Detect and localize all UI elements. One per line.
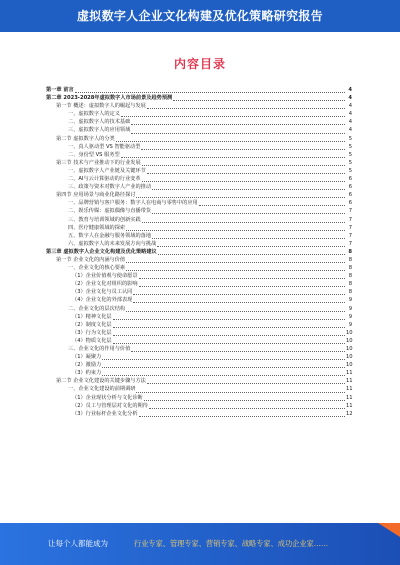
toc-entry-label: 三、企业文化的作用与价值: [68, 346, 131, 352]
toc-entry[interactable]: [46, 305, 352, 313]
toc-entry-label: 二、娱乐传媒：虚拟偶像与直播带货: [68, 208, 152, 215]
toc-leader-dots: [113, 322, 345, 328]
toc-entry-page: 5: [348, 167, 352, 174]
toc-entry-label: （3）行业标杆企业文化分析: [72, 410, 138, 417]
toc-entry-page: 11: [346, 386, 353, 393]
toc-entry-label: （2）激励力: [72, 362, 102, 369]
toc-entry[interactable]: [46, 394, 352, 402]
toc-entry-page: 6: [348, 176, 352, 183]
toc-entry-label: 第三章 虚拟数字人企业文化构建及优化策略建议: [46, 248, 157, 255]
table-of-contents: [46, 86, 352, 418]
toc-entry[interactable]: [46, 361, 352, 369]
toc-entry-label: 第一节 企业文化的内涵与价值: [56, 256, 126, 263]
toc-entry-label: 二、企业文化的层次结构: [68, 305, 126, 312]
toc-entry-label: 一、企业文化建设的前期调研: [68, 386, 136, 393]
toc-leader-dots: [157, 241, 345, 247]
report-title: 虚拟数字人企业文化构建及优化策略研究报告: [76, 9, 323, 23]
toc-leader-dots: [126, 265, 345, 271]
toc-entry-label: 一、品牌营销与客户服务：数字人在电商与零售中的应用: [68, 200, 198, 207]
toc-entry-page: 7: [348, 216, 352, 223]
toc-entry-page: 11: [346, 394, 353, 401]
toc-entry[interactable]: [46, 256, 352, 264]
toc-leader-dots: [113, 338, 345, 344]
toc-entry[interactable]: [46, 224, 352, 232]
toc-entry-page: 4: [348, 103, 352, 110]
toc-leader-dots: [116, 136, 345, 142]
toc-entry-page: 4: [348, 95, 352, 102]
toc-entry-label: 三、政策与资本对数字人产业的推动: [68, 184, 152, 191]
toc-entry-label: 二、虚拟数字人的技术基础: [68, 119, 131, 126]
toc-leader-dots: [133, 289, 345, 295]
toc-entry[interactable]: [46, 232, 352, 240]
toc-entry[interactable]: [46, 296, 352, 304]
toc-leader-dots: [147, 168, 345, 174]
toc-entry[interactable]: [46, 402, 352, 410]
toc-leader-dots: [144, 395, 345, 401]
toc-entry[interactable]: [46, 353, 352, 361]
toc-entry-label: 一、虚拟数字人的定义: [68, 111, 120, 118]
toc-entry-page: 8: [348, 265, 352, 272]
toc-entry[interactable]: [46, 167, 352, 175]
toc-leader-dots: [152, 184, 345, 190]
toc-entry[interactable]: [46, 135, 352, 143]
toc-entry-label: 三、教育与培训领域的创新实践: [68, 216, 141, 223]
toc-leader-dots: [139, 411, 345, 417]
toc-entry-page: 12: [346, 410, 353, 417]
toc-entry[interactable]: [46, 199, 352, 207]
toc-entry-page: 7: [348, 232, 352, 239]
toc-entry-label: （1）凝聚力: [72, 354, 102, 361]
toc-entry[interactable]: [46, 410, 352, 418]
toc-leader-dots: [126, 257, 345, 263]
toc-entry-label: （2）员工与管理层对文化的期待: [72, 402, 148, 409]
toc-entry[interactable]: [46, 377, 352, 385]
toc-entry-label: 三、虚拟数字人的应用领域: [68, 127, 131, 134]
header-bar: [0, 0, 400, 32]
toc-leader-dots: [102, 362, 345, 368]
toc-entry-page: 7: [348, 240, 352, 247]
toc-entry-label: 第二章 2023-2028年虚拟数字人市场前景及趋势预测: [46, 95, 173, 102]
toc-entry-page: 9: [348, 313, 352, 320]
toc-leader-dots: [139, 273, 345, 279]
toc-leader-dots: [152, 233, 345, 239]
toc-entry-label: （3）行为文化层: [72, 329, 112, 336]
toc-entry[interactable]: [46, 272, 352, 280]
toc-leader-dots: [113, 314, 345, 320]
toc-leader-dots: [173, 95, 345, 101]
toc-entry[interactable]: [46, 385, 352, 393]
footer-roles: 行业专家、管理专家、营销专家、战略专家、成功企业家……: [134, 539, 329, 548]
toc-entry-page: 4: [348, 127, 352, 134]
toc-leader-dots: [131, 346, 345, 352]
toc-entry[interactable]: [46, 369, 352, 377]
corner-decoration: [378, 523, 400, 537]
toc-entry-label: （3）企业文化与员工认同: [72, 289, 133, 296]
toc-entry-page: 11: [346, 378, 353, 385]
toc-entry-page: 10: [346, 329, 353, 336]
toc-entry[interactable]: [46, 175, 352, 183]
toc-leader-dots: [149, 403, 345, 409]
toc-leader-dots: [139, 281, 345, 287]
toc-leader-dots: [141, 144, 345, 150]
toc-entry[interactable]: [46, 288, 352, 296]
toc-entry-page: 10: [346, 346, 353, 352]
toc-entry[interactable]: [46, 151, 352, 159]
toc-entry-label: 六、虚拟数字人的未来发展方向与挑战: [68, 240, 157, 247]
toc-entry-label: （1）企业价值观与使命愿景: [72, 273, 138, 280]
toc-leader-dots: [136, 387, 345, 393]
toc-title: 内容目录: [173, 57, 226, 71]
toc-leader-dots: [142, 160, 345, 166]
toc-entry-page: 11: [346, 402, 353, 409]
toc-entry[interactable]: [46, 329, 352, 337]
toc-entry[interactable]: [46, 240, 352, 248]
toc-leader-dots: [121, 152, 345, 158]
toc-leader-dots: [136, 192, 345, 198]
toc-entry[interactable]: [46, 337, 352, 345]
toc-entry[interactable]: [46, 191, 352, 199]
toc-entry-page: 9: [348, 297, 352, 304]
toc-entry-page: 6: [348, 200, 352, 207]
toc-entry[interactable]: [46, 126, 352, 134]
toc-entry-label: 第三节 技术与产业推动下的行业发展: [56, 159, 141, 166]
toc-entry-label: （3）约束力: [72, 370, 102, 377]
toc-entry-page: 9: [348, 321, 352, 328]
toc-entry-page: 5: [348, 143, 352, 150]
toc-entry-page: 5: [348, 151, 352, 158]
toc-entry[interactable]: [46, 143, 352, 151]
footer-slogan: 让每个人都能成为: [48, 539, 108, 548]
toc-entry[interactable]: [46, 264, 352, 272]
toc-leader-dots: [158, 249, 345, 255]
toc-entry-label: （4）企业文化的外部表现: [72, 297, 133, 304]
toc-leader-dots: [126, 225, 345, 231]
toc-entry-label: （2）企业文化对组织的影响: [72, 281, 138, 288]
toc-entry-page: 8: [348, 281, 352, 288]
toc-entry[interactable]: [46, 216, 352, 224]
toc-entry-label: 二、身份型 VS 服务型: [68, 151, 120, 158]
toc-entry-page: 5: [348, 135, 352, 142]
toc-entry-page: 4: [348, 87, 352, 93]
toc-leader-dots: [113, 330, 345, 336]
toc-entry[interactable]: [46, 248, 352, 256]
toc-leader-dots: [142, 176, 345, 182]
toc-entry-label: 第四节 应用场景与商业化路径探讨: [56, 192, 136, 199]
toc-entry-page: 7: [348, 208, 352, 215]
toc-entry[interactable]: [46, 86, 352, 94]
toc-entry-page: 7: [348, 224, 352, 231]
footer-bar: [0, 523, 400, 565]
toc-entry-label: 四、医疗健康领域的探索: [68, 224, 126, 231]
toc-entry-label: （1）企业现状分析与文化诊断: [72, 394, 143, 401]
toc-entry-label: 五、数字人在金融与服务领域的落地: [68, 232, 152, 239]
toc-entry[interactable]: [46, 94, 352, 102]
toc-entry-label: 二、AI与云计算驱动的行业变革: [68, 176, 141, 183]
toc-entry-page: 8: [348, 248, 352, 255]
toc-entry[interactable]: [46, 159, 352, 167]
toc-entry-page: 11: [346, 370, 353, 377]
toc-entry[interactable]: [46, 102, 352, 110]
toc-entry-page: 10: [346, 354, 353, 361]
toc-entry-page: 8: [348, 273, 352, 280]
toc-entry[interactable]: [46, 345, 352, 353]
toc-entry[interactable]: [46, 110, 352, 118]
toc-entry[interactable]: [46, 280, 352, 288]
toc-entry-page: 6: [348, 184, 352, 191]
toc-entry-page: 4: [348, 111, 352, 118]
toc-entry-page: 4: [348, 119, 352, 126]
toc-entry-label: （1）精神文化层: [72, 313, 112, 320]
toc-leader-dots: [75, 87, 345, 93]
toc-entry-page: 6: [348, 192, 352, 199]
toc-leader-dots: [102, 354, 345, 360]
toc-entry-label: 第一节 概述：虚拟数字人的崛起与发展: [56, 103, 146, 110]
toc-entry-label: 一、真人驱动型 VS 智能驱动型: [68, 143, 141, 150]
toc-entry-label: （4）物质文化层: [72, 337, 112, 344]
toc-entry-label: 第一章 前言: [46, 87, 74, 93]
toc-entry-label: 一、企业文化的核心要素: [68, 265, 126, 272]
toc-entry-label: 第二节 企业文化建设的关键步骤与方法: [56, 378, 146, 385]
toc-entry-page: 5: [348, 159, 352, 166]
toc-entry-page: 10: [346, 362, 353, 369]
toc-leader-dots: [126, 306, 345, 312]
toc-leader-dots: [133, 297, 345, 303]
toc-entry[interactable]: [46, 183, 352, 191]
toc-leader-dots: [147, 103, 345, 109]
toc-leader-dots: [131, 128, 345, 134]
toc-entry-label: （2）制度文化层: [72, 321, 112, 328]
toc-entry-label: 第二节 虚拟数字人的分类: [56, 135, 115, 142]
toc-entry[interactable]: [46, 313, 352, 321]
toc-entry[interactable]: [46, 207, 352, 215]
toc-entry[interactable]: [46, 118, 352, 126]
toc-entry-label: 一、虚拟数字人产业链及关键环节: [68, 167, 146, 174]
toc-leader-dots: [199, 200, 345, 206]
toc-entry[interactable]: [46, 321, 352, 329]
toc-entry-page: 8: [348, 289, 352, 296]
toc-entry-page: 8: [348, 256, 352, 263]
toc-entry-page: 9: [348, 305, 352, 312]
toc-leader-dots: [142, 217, 345, 223]
toc-entry-page: 10: [346, 337, 353, 344]
toc-leader-dots: [131, 119, 345, 125]
toc-leader-dots: [121, 111, 345, 117]
toc-leader-dots: [147, 378, 345, 384]
toc-leader-dots: [152, 208, 345, 214]
toc-leader-dots: [102, 370, 345, 376]
